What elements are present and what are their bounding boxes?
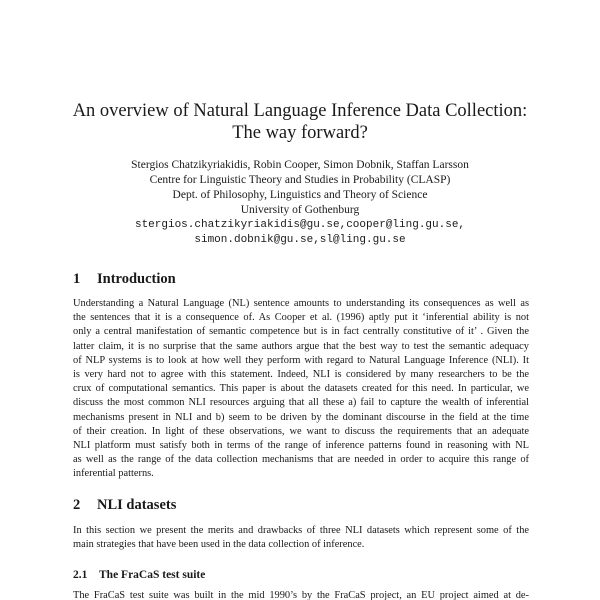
section-heading-introduction [73, 270, 176, 288]
subsection-heading-fracas [73, 568, 205, 583]
title-line: The way forward? [232, 123, 368, 143]
paragraph-line: the sentences that it is a consequence of. As Cooper et al. (1996) aptly put it ‘inferential ability is not [73, 312, 529, 324]
subsection-number: 2.1 [73, 569, 88, 581]
fracas-paragraph [73, 589, 529, 600]
paragraph-line: In this section we present the merits and drawbacks of three NLI datasets which represent some of the [73, 525, 529, 536]
section-title: NLI datasets [97, 497, 177, 513]
section-heading-nli-datasets [73, 496, 176, 514]
section-number: 2 [73, 497, 81, 513]
introduction-paragraph [73, 297, 529, 482]
paragraph-line: of NLP systems is to look at how well they perform with regard to Natural Language Inference (NLI). It [73, 354, 529, 366]
affiliation-line: Dept. of Philosophy, Linguistics and Theory of Science [172, 189, 428, 201]
paragraph-line: The FraCaS test suite was built in the mid 1990’s by the FraCaS project, an EU project aimed at de- [73, 590, 529, 600]
paragraph-line: Understanding a Natural Language (NL) sentence amounts to understanding its consequences as well as [73, 298, 529, 309]
paragraph-line: NLI platform must satisfy both in terms of the range of inference patterns found in reasoning with NL [73, 440, 529, 452]
section-title: Introduction [97, 271, 176, 287]
paragraph-line: crux of computational semantics. This paper is about the datasets created for this need. In particular, we [73, 383, 529, 395]
paragraph-line: latter claim, it is no surprise that the same authors argue that the best way to test the semantic adequacy [73, 340, 529, 352]
section-number: 1 [73, 271, 81, 287]
author-names: Stergios Chatzikyriakidis, Robin Cooper, Simon Dobnik, Staffan Larsson [131, 159, 469, 171]
title-line: An overview of Natural Language Inference Data Collection: [72, 101, 528, 121]
email-line: simon.dobnik@gu.se,sl@ling.gu.se [194, 234, 406, 246]
paragraph-line: is very hard not to agree with this statement. Indeed, NLI is considered by many researchers to be the [73, 369, 529, 381]
subsection-title: The FraCaS test suite [99, 569, 206, 581]
affiliation-line: Centre for Linguistic Theory and Studies in Probability (CLASP) [149, 174, 451, 186]
author-block [0, 158, 600, 248]
paragraph-line: only a central manifestation of semantic competence but is in fact centrally constitutive of it’ . Given the [73, 326, 529, 338]
email-line: stergios.chatzikyriakidis@gu.se,cooper@ling.gu.se, [134, 219, 466, 231]
paragraph-line: main strategies that have been used in the data collection of inference. [73, 539, 365, 551]
paragraph-line: as well as the range of the data collection mechanisms that are needed in order to acquire this range of [73, 454, 529, 466]
affiliation-line: University of Gothenburg [240, 204, 360, 216]
paragraph-line: discuss the most common NLI resources arguing that all these a) fail to capture the wealth of inferential [73, 397, 529, 409]
datasets-paragraph [73, 524, 529, 552]
paper-title [0, 100, 600, 144]
paragraph-line: inferential patterns. [73, 468, 154, 480]
paragraph-line: mechanisms present in NLI and b) seem to be driven by the dominant discourse in the field at the time [73, 411, 529, 423]
paragraph-line: of their creation. In light of these observations, we want to discuss the requirements that an adequate [73, 425, 529, 437]
